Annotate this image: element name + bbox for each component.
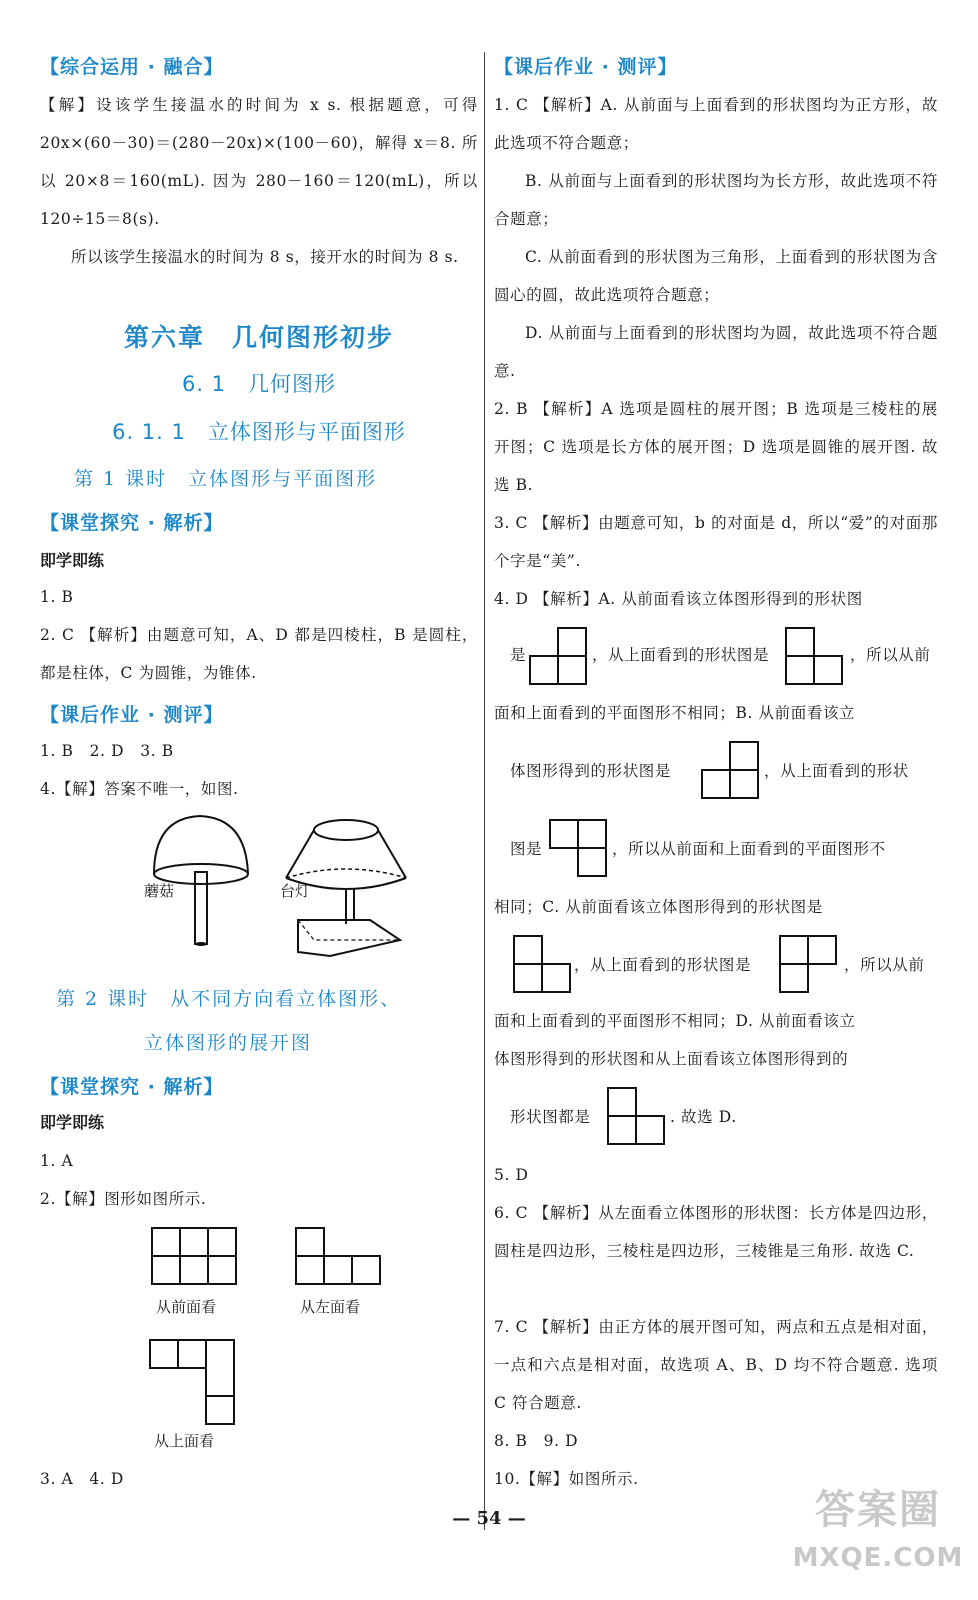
conclusion-paragraph: 所以该学生接温水的时间为 8 s，接开水的时间为 8 s. xyxy=(71,248,459,266)
answer-line: 3. C 【解析】由题意可知，b 的对面是 d，所以“爱”的对面那个字是“美”. xyxy=(494,514,938,570)
section-heading: 【课后作业 · 测评】 xyxy=(494,56,678,78)
answer-line: 4.【解】答案不唯一，如图. xyxy=(40,780,239,798)
shape-figure xyxy=(606,1086,668,1146)
caption-left: 从左面看 xyxy=(300,1298,361,1316)
text: ，所以从前 xyxy=(850,646,931,664)
answer-line: 1. C 【解析】A. 从前面与上面看到的形状图均为正方形，故此选项不符合题意； xyxy=(494,96,938,152)
shape-figure xyxy=(784,626,846,686)
column-divider xyxy=(484,52,485,1530)
page-number: — 54 — xyxy=(452,1508,526,1529)
section-heading: 【课堂探究 · 解析】 xyxy=(40,1076,224,1098)
text: ，所以从前 xyxy=(844,956,925,974)
section-heading: 【课后作业 · 测评】 xyxy=(40,704,224,726)
caption-mushroom: 蘑菇 xyxy=(144,882,175,900)
lesson-title: 第 2 课时 从不同方向看立体图形、 xyxy=(56,988,402,1010)
view-front-figure xyxy=(150,1226,240,1286)
text: 体图形得到的形状图是 xyxy=(510,762,672,780)
lesson-title: 第 1 课时 立体图形与平面图形 xyxy=(74,468,378,490)
lesson-title-cont: 立体图形的展开图 xyxy=(144,1032,313,1054)
text: ，所以从前面和上面看到的平面图形不 xyxy=(612,840,886,858)
answer-line: 体图形得到的形状图和从上面看该立体图形得到的 xyxy=(494,1050,849,1068)
shape-figure xyxy=(778,934,840,994)
text: ，从上面看到的形状图是 xyxy=(592,646,770,664)
view-top-figure xyxy=(148,1338,238,1426)
answer-line: 1. A xyxy=(40,1152,74,1170)
subsection-title: 6. 1. 1 立体图形与平面图形 xyxy=(112,420,406,444)
section-title: 6. 1 几何图形 xyxy=(181,372,337,396)
view-left-figure xyxy=(294,1226,384,1286)
text: 形状图都是 xyxy=(510,1108,591,1126)
subheading: 即学即练 xyxy=(40,551,105,570)
answer-line: 2.【解】图形如图所示. xyxy=(40,1190,207,1208)
text: 图是 xyxy=(510,840,543,858)
answer-line: 面和上面看到的平面图形不相同；B. 从前面看该立 xyxy=(494,704,856,722)
shape-figure xyxy=(512,934,574,994)
watermark-line1: 答案圈 xyxy=(815,1487,941,1533)
caption-front: 从前面看 xyxy=(156,1298,217,1316)
answer-line: 1. B 2. D 3. B xyxy=(40,742,174,760)
answer-line: 1. B xyxy=(40,588,74,606)
text: ，从上面看到的形状图是 xyxy=(574,956,752,974)
shape-figure xyxy=(548,818,610,878)
answer-line: 5. D xyxy=(494,1166,529,1184)
shape-figure xyxy=(528,626,590,686)
section-heading: 【课堂探究 · 解析】 xyxy=(40,512,224,534)
text: 是 xyxy=(510,646,527,664)
solution-paragraph: 【解】设该学生接温水的时间为 x s. 根据题意，可得 20x×(60－30)＝(280－20x)×(100－60)，解得 x＝8. 所以 20×8＝160(mL). 因为 280－160＝120(mL)，所以 120÷15＝8(s). xyxy=(40,96,478,228)
answer-line: B. 从前面与上面看到的形状图均为长方形，故此选项不符合题意； xyxy=(494,172,938,228)
answer-line: 3. A 4. D xyxy=(40,1470,124,1488)
answer-line: D. 从前面与上面看到的形状图均为圆，故此选项不符合题意. xyxy=(494,324,938,380)
answer-line: 4. D 【解析】A. 从前面看该立体图形得到的形状图 xyxy=(494,590,863,608)
text: ，从上面看到的形状 xyxy=(764,762,909,780)
answer-line: 2. C 【解析】由题意可知，A、D 都是四棱柱，B 是圆柱，都是柱体，C 为圆锥，为锥体. xyxy=(40,626,479,682)
caption-lamp: 台灯 xyxy=(280,882,311,900)
shape-figure xyxy=(700,740,762,800)
answer-line: C. 从前面看到的形状图为三角形，上面看到的形状图为含圆心的圆，故此选项符合题意； xyxy=(494,248,938,304)
answer-line: 10.【解】如图所示. xyxy=(494,1470,639,1488)
text: . 故选 D. xyxy=(670,1108,737,1126)
watermark-line2: MXQE.COM xyxy=(792,1543,964,1573)
caption-top: 从上面看 xyxy=(154,1432,215,1450)
section-heading: 【综合运用 · 融合】 xyxy=(40,56,224,78)
answer-line: 6. C 【解析】从左面看立体图形的形状图：长方体是四边形，圆柱是四边形，三棱柱是四边形，三棱锥是三角形. 故选 C. xyxy=(494,1204,938,1260)
answer-line: 面和上面看到的平面图形不相同；D. 从前面看该立 xyxy=(494,1012,856,1030)
answer-line: 8. B 9. D xyxy=(494,1432,579,1450)
answer-line: 7. C 【解析】由正方体的展开图可知，两点和五点是相对面，一点和六点是相对面，故选项 A、B、D 均不符合题意. 选项 C 符合题意. xyxy=(494,1318,938,1412)
chapter-title: 第六章 几何图形初步 xyxy=(123,323,394,352)
watermark-logo xyxy=(788,1482,968,1594)
subheading: 即学即练 xyxy=(40,1113,105,1132)
answer-line: 相同；C. 从前面看该立体图形得到的形状图是 xyxy=(494,898,823,916)
answer-line: 2. B 【解析】A 选项是圆柱的展开图；B 选项是三棱柱的展开图；C 选项是长方体的展开图；D 选项是圆锥的展开图. 故选 B. xyxy=(494,400,938,494)
